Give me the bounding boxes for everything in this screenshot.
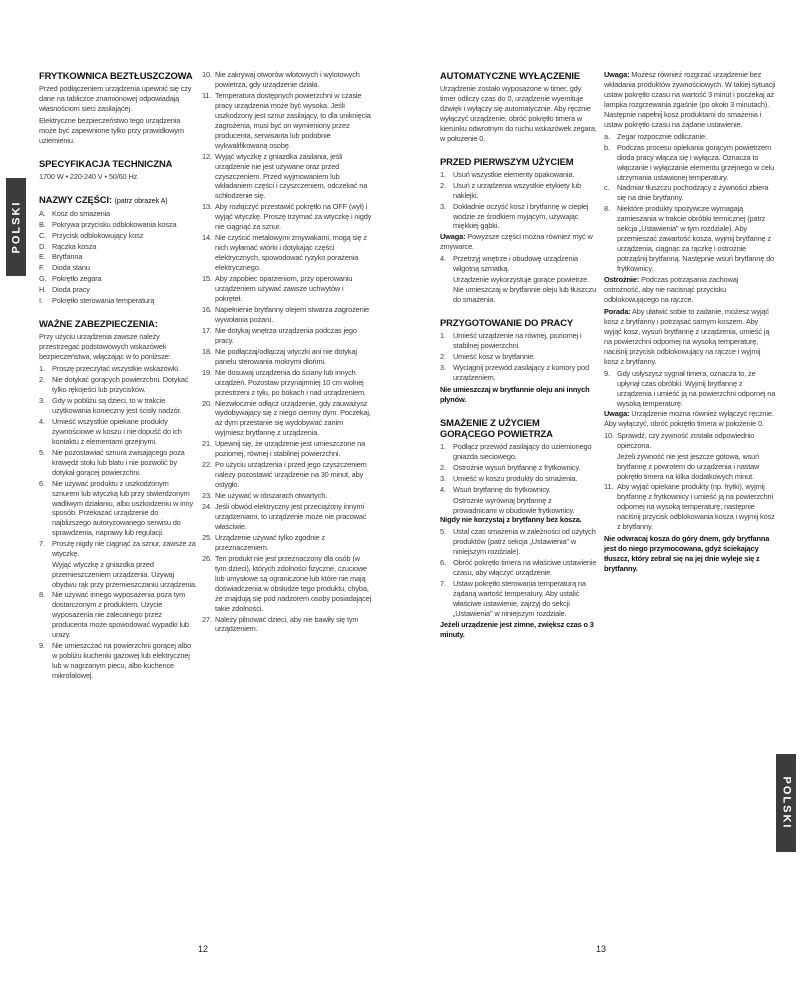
list-item-number: 5. [440, 527, 446, 537]
list-item-subtext: Jeżeli żywność nie jest jeszcze gotowa, wsuń brytfannę z powrotem do urządzenia i nastaw pokrętło timera na kilka dodatkowych minut. [617, 452, 760, 482]
list-item-text: Sprawdź, czy żywność została odpowiednio opieczona. [617, 431, 755, 451]
section-heading-preparation: PRZYGOTOWANIE DO PRACY [440, 317, 574, 329]
list-item-number: 15. [202, 274, 212, 284]
list-item [440, 463, 597, 473]
tip-label: Porada: [604, 306, 631, 316]
section-heading-parts [39, 194, 197, 206]
list-item-number: 13. [202, 202, 212, 212]
list-item-number: 1. [440, 331, 446, 341]
list-item-number: a. [604, 131, 610, 141]
list-item [440, 579, 597, 619]
list-item-text: Wsuń brytfannę do frytkownicy. [453, 484, 551, 494]
language-tab-right [776, 754, 796, 852]
note-label: Uwaga: [604, 70, 630, 79]
list-item-number: 8. [39, 590, 45, 600]
list-item [39, 285, 197, 295]
list-item [604, 482, 776, 532]
list-item [202, 439, 372, 459]
list-item-number: C. [39, 230, 47, 240]
list-item-text: Ustaw pokrętło sterowania temperaturą na żądaną wartość temperatury. Aby ustalić właściwe ustawienie, zajrzyj do sekcji „Ustawienia" w niniejszym rozdziale. [453, 579, 586, 619]
list-item-text: Proszę nigdy nie ciągnąć za sznur, zawsze za wtyczkę. [52, 539, 196, 559]
list-item [39, 274, 197, 284]
list-item [604, 143, 776, 183]
list-item-text: Napełnienie brytfanny olejem stwarza zagrożenie wywołania pożaru. [215, 304, 369, 324]
list-item [440, 352, 597, 362]
warning: Jeżeli urządzenie jest zimne, zwiększ czas o 3 minuty. [440, 619, 594, 639]
list-item-text: Dioda stanu [52, 263, 90, 273]
list-item-number: 11. [604, 482, 614, 492]
list-item [604, 132, 776, 142]
heading-text: NAZWY CZĘŚCI: [39, 193, 113, 205]
column-2 [202, 70, 372, 635]
list-item-text: Umieść wszystkie opiekane produkty żywnościowe w koszu i nie dopuść do ich kontaktu z elementami grzejnymi. [52, 416, 182, 446]
list-item [440, 202, 597, 232]
column-4 [604, 70, 776, 576]
list-item-number: H. [39, 285, 47, 295]
list-item [604, 183, 776, 203]
list-item-text: Nie dotykaj wnętrza urządzenia podczas jego pracy. [215, 325, 357, 345]
language-tab-left [6, 178, 26, 276]
list-item [202, 202, 372, 232]
list-item [202, 502, 372, 532]
list-item-number: 10. [604, 431, 614, 441]
list-item [39, 396, 197, 416]
list-item-number: 26. [202, 553, 212, 563]
note [604, 70, 776, 130]
list-item-text: Nadmiar tłuszczu pochodzący z żywności zbiera się na dnie brytfanny. [617, 183, 769, 203]
paragraph: Urządzenie zostało wyposażone w timer, gdy timer odliczy czas do 0, urządzenie wyemituje dźwięk i wyłączy się automatycznie. Aby ręcznie wyłączyć urządzenie, obróć pokrętło timera w kierunku odwrotnym do ruchu wskazówek zegara, w położenie 0. [440, 84, 597, 143]
list-item-number: 2. [39, 375, 45, 385]
list-item [39, 590, 197, 640]
list-item-text: Usuń z urządzenia wszystkie etykiety lub naklejki. [453, 180, 581, 200]
list-item [39, 242, 197, 252]
section-heading-before-first-use: PRZED PIERWSZYM UŻYCIEM [440, 155, 574, 167]
list-item [440, 442, 597, 462]
list-item [39, 641, 197, 681]
list-item-text: Nie zakrywaj otworów wlotowych i wylotowych powietrza, gdy urządzenie działa. [215, 70, 360, 89]
list-item-text: Ostrożnie wysuń brytfannę z frytkownicy. [453, 462, 581, 472]
list-item-number: 17. [202, 325, 212, 335]
list-item [39, 448, 197, 478]
list-item-number: 16. [202, 304, 212, 314]
list-item-number: 2. [440, 462, 446, 472]
note [604, 409, 776, 429]
list-item-number: 9. [39, 640, 45, 650]
list-item [202, 347, 372, 367]
list-item-number: 22. [202, 460, 212, 470]
frying-list-2 [440, 527, 597, 619]
note-text: Urządzenie można również wyłączyć ręcznie. Aby wyłączyć, obróć pokrętło timera w położenie 0. [604, 409, 774, 429]
list-item-text: Nie używać innego wyposażenia poza tym dostarczonym z produktem. Użycie wyposażenia nie zalecanego przez producenta może spowodować wypadki lub urazy. [52, 590, 189, 639]
list-item-number: G. [39, 274, 47, 284]
list-item [202, 70, 372, 90]
list-item-number: 25. [202, 532, 212, 542]
list-item-number: 3. [440, 201, 446, 211]
list-item [604, 369, 776, 409]
list-item-number: 2. [440, 352, 446, 362]
note-label: Uwaga: [604, 409, 630, 419]
page-number-left: 12 [198, 944, 209, 954]
list-item-number: 14. [202, 233, 212, 243]
list-item [202, 554, 372, 614]
list-item-text: Obróć pokrętło timera na właściwe ustawienie czasu, aby włączyć urządzenie. [453, 558, 597, 578]
list-item [39, 263, 197, 273]
warning: Nie odwracaj kosza do góry dnem, gdy brytfanna jest do niego przymocowana, gdyż ściekający tłuszcz, który zebrał się na jej dnie wyleje się z brytfanny. [604, 533, 770, 573]
frying-list-3 [604, 204, 776, 274]
list-item-text: Brytfanna [52, 252, 83, 262]
list-item-text: Rączka kosza [52, 241, 97, 251]
tip-text: Aby ułatwić sobie to zadanie, możesz wyjąć kosz z brytfanny i potrząsać samym koszem. Aby wyjąć kosz, wysuń brytfannę z urządzenia, umieść ją na powierzchni odpornej na wysoką temperaturę, naciśnij przycisk odblokowujący na rączce i wyjmij kosz z brytfanny. [604, 306, 770, 366]
list-item [440, 527, 597, 557]
list-item [202, 399, 372, 439]
list-item-number: 9. [604, 368, 610, 378]
caution [604, 275, 776, 305]
first-use-list [440, 170, 597, 232]
list-item [39, 539, 197, 590]
list-item-number: 24. [202, 502, 212, 512]
list-item-text: Niezwłocznie odłącz urządzenie, gdy zauważysz wydobywający się z niego ciemny dym. Poczekaj, aż dym przestanie się wydobywać zanim wyjmiesz brytfannę z urządzenia. [215, 398, 371, 438]
list-item [440, 363, 597, 383]
list-item-text: Nie używać produktu z uszkodzonym sznurem lub wtyczką lub przy stwierdzonym wadliwym działaniu, albo uszkodzeniu w inny sposób. Przekazać urządzenie do najbliższego autoryzowanego serwisu do sprawdzenia, naprawy lub regulacji. [52, 478, 194, 538]
list-item-subtext: Wyjąć wtyczkę z gniazdka przed przemieszczeniem urządzenia. Używaj obydwu rąk przy przemieszczaniu urządzenia. [52, 560, 197, 590]
list-item-number: b. [604, 142, 610, 152]
list-item [440, 485, 597, 516]
list-item-number: D. [39, 241, 47, 251]
list-item-number: 4. [39, 416, 45, 426]
list-item-subtext: Urządzenie wykorzystuje gorące powietrze. Nie umieszczaj w brytfannie oleju lub tłuszczu do smażenia. [453, 275, 597, 305]
page-number-right: 13 [596, 944, 607, 954]
list-item-number: 7. [440, 579, 446, 589]
list-item-text: Po użyciu urządzenia i przed jego czyszczeniem należy pozostawić urządzenie na 30 minut, aby ostygło. [215, 460, 367, 490]
section-heading-fryer: FRYTKOWNICA BEZTŁUSZCZOWA [39, 70, 193, 81]
list-item-text: Temperatura dostępnych powierzchni w czasie pracy urządzenia może być wysoka. Jeśli uszkodzony jest sznur zasilający, to dla uniknięcia zagrożenia, musi być on wymieniony przez producenta, serwisanta lub podobnie wykwalifikowaną osobę. [215, 90, 371, 150]
list-item [39, 220, 197, 230]
paragraph: Elektryczne bezpieczeństwo tego urządzenia może być zapewnione tylko przy prawidłowym uziemieniu. [39, 115, 184, 145]
list-item [39, 252, 197, 262]
list-item-number: 18. [202, 346, 212, 356]
list-item-text: Umieść w koszu produkty do smażenia. [453, 473, 578, 483]
list-item-text: Nie pozostawiać sznura zwisającego poza krawędź stołu lub blatu i nie pozwolić by dotykał gorącej powierzchni. [52, 447, 185, 477]
list-item-text: Przetrzyj wnętrze i obudowę urządzenia wilgotną szmatką. [453, 254, 578, 274]
list-item [604, 431, 776, 482]
list-item [39, 209, 197, 219]
list-item-text: Nie umieszczać na powierzchni gorącej albo w pobliżu kuchenki gazowej lub elektrycznej lub w nagrzanym piecu, albo kuchence mikrofalowej. [52, 640, 192, 680]
list-item-number: 21. [202, 439, 212, 449]
tip [604, 307, 776, 367]
heading-note: (patrz obrazek A) [114, 195, 168, 205]
list-item [440, 254, 597, 305]
list-item-text: Ten produkt nie jest przeznaczony dla osób (w tym dzieci), których zdolności fizyczne, czuciowe lub umysłowe są ograniczone lub które nie mają doświadczenia w obsłudze tego produktu, chyba, że znajdują się pod nadzorem osoby posiadającej takie zdolności. [215, 553, 372, 613]
list-item-text: Wyciągnij przewód zasilający z komory pod urządzeniem. [453, 362, 589, 382]
list-item [202, 491, 372, 501]
list-item-text: Umieść kosz w brytfannie. [453, 352, 536, 362]
note-label: Uwaga: [440, 232, 466, 242]
list-item-number: 19. [202, 367, 212, 377]
list-item [440, 474, 597, 484]
list-item-number: c. [604, 183, 610, 193]
frying-list [440, 442, 597, 516]
list-item-text: Ustal czas smażenia w zależności od użytych produktów (patrz sekcja „Ustawienia" w niniejszym rozdziale). [453, 527, 596, 557]
list-item [202, 305, 372, 325]
list-item-text: Zegar rozpocznie odliczanie. [617, 131, 707, 141]
safety-list [39, 364, 197, 681]
list-item [202, 533, 372, 553]
list-item-number: 11. [202, 90, 212, 100]
list-item-text: Pokrywa przycisku odblokowania kosza [52, 219, 177, 229]
list-item-text: Należy pilnować dzieci, aby nie bawiły się tym urządzeniem. [215, 614, 359, 634]
language-tab-label: POLSKI [780, 776, 793, 830]
list-item [202, 615, 372, 635]
list-item [39, 231, 197, 241]
list-item [202, 326, 372, 346]
list-item [202, 460, 372, 490]
warning: Nigdy nie korzystaj z brytfanny bez kosza. [440, 515, 582, 525]
list-item-number: 3. [39, 395, 45, 405]
list-item-text: Nie dosuwaj urządzenia do ściany lub innych urządzeń. Pozostaw przynajmniej 10 cm wolnej przestrzeni z tyłu, po bokach i nad urządzeniem. [215, 367, 366, 397]
list-item [440, 331, 597, 351]
list-item-text: Podłącz przewód zasilający do uziemionego gniazda sieciowego. [453, 441, 592, 461]
list-item-text: Aby rozłączyć przestawić pokrętło na OFF (wył) i wyjąć wtyczkę. Proszę trzymać za wtyczkę i nigdy nie ciągnąć za sznur. [215, 202, 372, 232]
list-item [440, 170, 597, 180]
list-item-text: Pokrętło zegara [52, 274, 102, 284]
section-heading-hot-air-frying: SMAŻENIE Z UŻYCIEM GORĄCEGO POWIETRZA [440, 416, 553, 439]
list-item [39, 375, 197, 395]
list-item [39, 364, 197, 374]
note-text: Możesz również rozgrzać urządzenie bez wkładania produktów żywnościowych. W takiej sytuacji ustaw pokrętło czasu na wartość 3 minut i poczekaj aż lampka rozgrzewania zgaśnie (po około 3 minutach). Następnie napełnij kosz produktami do smażenia i ustaw pokrętło czasu na żądane ustawienie. [604, 70, 776, 129]
list-item [39, 479, 197, 539]
list-item-text: Aby wyjąć opiekane produkty (np. frytki), wyjmij brytfannę z frytkownicy i umieść ją na powierzchni odpornej na wysoką temperaturę; następnie naciśnij przycisk odblokowania kosza i wyjmij kosz z brytfanny. [617, 482, 775, 531]
list-item-text: Pokrętło sterowania temperaturą [52, 296, 155, 306]
paragraph: Przed podłączeniem urządzenia upewnić się czy dane na tabliczce znamionowej odpowiadają własnościom sieci zasilającej. [39, 84, 192, 113]
list-item-number: 7. [39, 539, 45, 549]
safety-list-continued [202, 70, 372, 634]
list-item [604, 204, 776, 274]
list-item-number: E. [39, 252, 46, 262]
list-item-number: B. [39, 219, 46, 229]
list-item-text: Jeśli obwód elektryczny jest przeciążony innymi urządzeniami, to urządzenie może nie pracować właściwie. [215, 502, 367, 531]
list-item-text: Usuń wszystkie elementy opakowania. [453, 169, 575, 179]
column-3 [440, 70, 597, 642]
list-item-number: 20. [202, 398, 212, 408]
list-item-number: A. [39, 208, 46, 218]
list-item-text: Nie używać w obszarach otwartych. [215, 491, 328, 501]
list-item-text: Wyjąć wtyczkę z gniazdka zasilania, jeśli urządzenie nie jest używane oraz przed czyszczeniem. Przed wyjmowaniem lub wkładaniem części i czyszczeniem, odczekać na schłodzenie się. [215, 151, 368, 201]
list-item [440, 181, 597, 201]
section-heading-spec: SPECYFIKACJA TECHNICZNA [39, 157, 173, 169]
list-item-text: Podczas procesu opiekania gorącym powietrzem dioda pracy włącza się i wyłącza. Oznacza to włączanie i wyłączanie elementu grzejnego w celu utrzymania ustawionej temperatury. [617, 142, 775, 182]
warning: Nie umieszczaj w brytfannie oleju ani innych płynów. [440, 384, 590, 404]
caution-text: Podczas potrząsania zachowaj ostrożność, aby nie nacisnąć przycisku odblokowującego na rączce. [604, 275, 739, 304]
list-item-number: 6. [39, 478, 45, 488]
preparation-list [440, 331, 597, 383]
list-item-number: 27. [202, 614, 212, 624]
list-item-number: 4. [440, 254, 446, 264]
list-item-text: Przycisk odblokowujący kosz [52, 230, 144, 240]
list-item-number: 1. [39, 364, 45, 374]
list-item-text: Urządzenie używać tylko zgodnie z przeznaczeniem. [215, 532, 326, 552]
list-item-text: Aby zapobiec oparzeniom, przy operowaniu urządzeniem używać zawsze uchwytów i pokręteł. [215, 274, 353, 303]
list-item-text: Kosz do smażenia [52, 208, 110, 218]
list-item [202, 91, 372, 151]
list-item-number: 2. [440, 180, 446, 190]
list-item-text: Nie czyścić metalowymi zmywakami, mogą się z nich wyłamać wiórki i dotykając części elektrycznych, spowodować ryzyko porażenia elektrycznego. [215, 233, 367, 273]
language-tab-label: POLSKI [10, 200, 23, 254]
caution-label: Ostrożnie: [604, 275, 640, 285]
list-item-text: Gdy w pobliżu są dzieci, to w trakcie użytkowania konieczny jest ścisły nadzór. [52, 395, 182, 415]
list-item [202, 274, 372, 304]
list-item-subtext: Ostrożnie wyrównaj brytfannę z prowadnicami w obudowie frytkownicy. [453, 495, 575, 515]
paragraph: Przy użyciu urządzenia zawsze należy przestrzegać podstawowych wskazówek bezpieczeństwa, włączając w to poniższe: [39, 332, 171, 362]
list-item-text: Gdy usłyszysz sygnał timera, oznacza to, że upłynął czas obróbki. Wyjmij brytfannę z urządzenia i umieść ją na powierzchni odpornej na wysoką temperaturę. [617, 368, 776, 408]
list-item-text: Proszę przeczytać wszystkie wskazówki. [52, 364, 180, 374]
list-item-number: 3. [440, 362, 446, 372]
lettered-list [604, 132, 776, 204]
note [440, 232, 597, 252]
parts-list [39, 209, 197, 307]
list-item-number: 1. [440, 169, 446, 179]
list-item-number: 4. [440, 484, 446, 494]
list-item [39, 296, 197, 306]
first-use-list-2 [440, 254, 597, 305]
section-heading-safety: WAŻNE ZABEZPIECZENIA: [39, 318, 158, 330]
list-item-text: Upewnij się, że urządzenie jest umieszczone na poziomej, równej i stabilnej powierzchni. [215, 439, 366, 459]
list-item-number: 5. [39, 447, 45, 457]
frying-list-4 [604, 369, 776, 409]
list-item-text: Niektóre produkty spożywcze wymagają zamieszania w trakcie obróbki termicznej (patrz sekcja „Ustawienia" w tym rozdziale). Aby przemieszać zawartość kosza, wyjmij brytfannę z urządzenia, ciągnąc za rączkę i ostrożnie potrząśnij brytfanną. Następnie wsuń brytfannę do frytkownicy. [617, 204, 774, 274]
list-item-number: 3. [440, 473, 446, 483]
list-item-number: I. [39, 296, 43, 306]
list-item [202, 152, 372, 202]
list-item-number: 23. [202, 491, 212, 501]
spec-line: 1700 W • 220-240 V • 50/60 Hz [39, 171, 138, 181]
list-item-text: Nie podłączaj/odłączaj wtyczki ani nie dotykaj panelu sterowania mokrymi dłońmi. [215, 346, 357, 366]
list-item-number: 10. [202, 70, 212, 79]
list-item [39, 417, 197, 447]
frying-list-5 [604, 431, 776, 532]
list-item-number: 6. [440, 558, 446, 568]
section-heading-auto-off: AUTOMATYCZNE WYŁĄCZENIE [440, 70, 581, 81]
list-item-text: Dokładnie oczyść kosz i brytfannę w ciepłej wodzie ze środkiem myjącym, używając miękkiej gąbki. [453, 201, 589, 231]
list-item-text: Umieść urządzenie na równej, poziomej i stabilnej powierzchni. [453, 331, 582, 351]
column-1 [39, 70, 197, 682]
list-item [202, 368, 372, 398]
note-text: Powyższe części można również myć w zmywarce. [440, 232, 593, 252]
list-item-number: F. [39, 263, 45, 273]
list-item-number: 8. [604, 204, 610, 214]
list-item [202, 233, 372, 273]
list-item-number: 12. [202, 151, 212, 161]
list-item-text: Nie dotykać gorących powierzchni. Dotykać tylko rękojeści lub przycisków. [52, 375, 189, 395]
list-item-number: 1. [440, 441, 446, 451]
list-item-text: Dioda pracy [52, 285, 90, 295]
list-item [440, 558, 597, 578]
